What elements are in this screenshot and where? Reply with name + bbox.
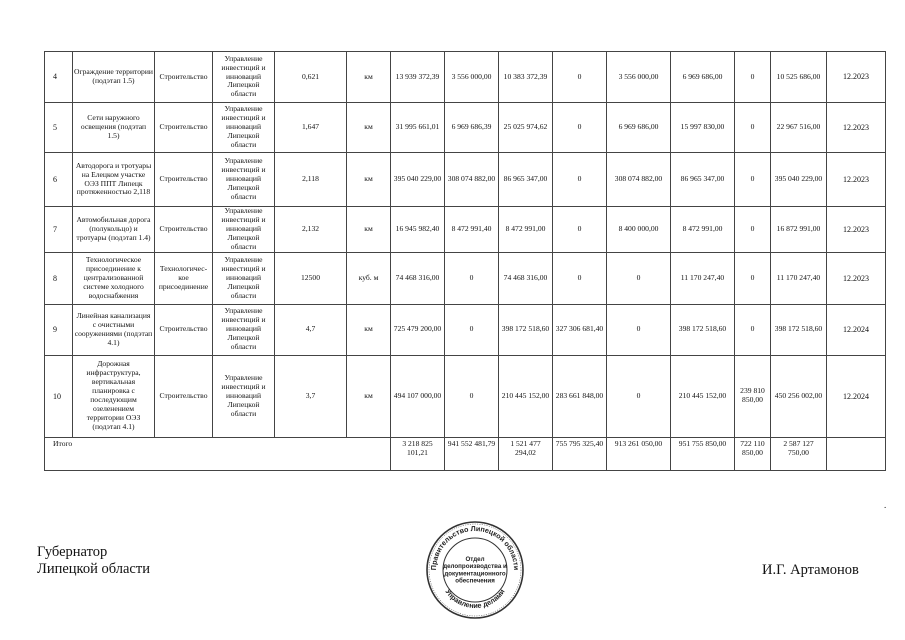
svg-text:Правительство Липецкой области: Правительство Липецкой области [428, 523, 522, 571]
quantity: 1,647 [275, 103, 347, 153]
amount-total: 13 939 372,39 [391, 52, 445, 103]
amount-5: 15 997 830,00 [671, 103, 735, 153]
amount-6: 0 [735, 252, 771, 304]
amount-2: 8 472 991,00 [499, 207, 553, 253]
total-row [45, 437, 886, 470]
signature-title [37, 544, 150, 578]
unit: км [347, 103, 391, 153]
table-row [45, 153, 886, 207]
total-amount-1: 941 552 481,79 [445, 437, 499, 470]
unit: км [347, 52, 391, 103]
amount-2: 25 025 974,62 [499, 103, 553, 153]
amount-1: 0 [445, 304, 499, 355]
object-name: Дорожная инфраструктура, вертикальная планировка с последующим озеленением территории ОЭЗ (подэтап 4.1) [73, 355, 155, 437]
svg-text:обеспечения: обеспечения [455, 577, 495, 585]
amount-5: 398 172 518,60 [671, 304, 735, 355]
amount-3: 0 [553, 52, 607, 103]
amount-1: 3 556 000,00 [445, 52, 499, 103]
total-deadline-empty [827, 437, 886, 470]
deadline: 12.2024 [827, 304, 886, 355]
amount-3: 0 [553, 252, 607, 304]
signature-title-line2: Липецкой области [37, 561, 150, 577]
object-name: Автомобильная дорога (полукольцо) и тротуары (подэтап 1.4) [73, 207, 155, 253]
total-amount-7: 2 587 127 750,00 [771, 437, 827, 470]
table-row [45, 103, 886, 153]
signature-title-line1: Губернатор [37, 544, 108, 560]
table-row [45, 355, 886, 437]
object-name: Автодорога и тротуары на Елецком участке ОЭЗ ППТ Липецк протяженностью 2,118 [73, 153, 155, 207]
amount-2: 10 383 372,39 [499, 52, 553, 103]
amount-3: 327 306 681,40 [553, 304, 607, 355]
row-number: 10 [45, 355, 73, 437]
amount-3: 0 [553, 153, 607, 207]
signature-name: И.Г. Артамонов [762, 562, 859, 578]
total-amount-2: 1 521 477 294,02 [499, 437, 553, 470]
quantity: 4,7 [275, 304, 347, 355]
amount-1: 0 [445, 252, 499, 304]
svg-text:Отдел: Отдел [465, 556, 485, 563]
amount-7: 450 256 002,00 [771, 355, 827, 437]
work-type: Строительство [155, 52, 213, 103]
object-name: Ограждение территории (подэтап 1.5) [73, 52, 155, 103]
amount-total: 725 479 200,00 [391, 304, 445, 355]
total-label: Итого [45, 437, 391, 470]
responsible-org: Управление инвестиций и инноваций Липецкой области [213, 304, 275, 355]
responsible-org: Управление инвестиций и инноваций Липецкой области [213, 252, 275, 304]
table-row [45, 252, 886, 304]
amount-6: 0 [735, 207, 771, 253]
amount-1: 0 [445, 355, 499, 437]
object-name: Сети наружного освещения (подэтап 1.5) [73, 103, 155, 153]
quantity: 3,7 [275, 355, 347, 437]
deadline: 12.2023 [827, 153, 886, 207]
quantity: 2,118 [275, 153, 347, 207]
total-amount-total: 3 218 825 101,21 [391, 437, 445, 470]
work-type: Технологичес-кое присоединение [155, 252, 213, 304]
amount-6: 0 [735, 52, 771, 103]
amount-7: 395 040 229,00 [771, 153, 827, 207]
amount-total: 31 995 661,01 [391, 103, 445, 153]
amount-5: 86 965 347,00 [671, 153, 735, 207]
deadline: 12.2023 [827, 207, 886, 253]
quantity: 12500 [275, 252, 347, 304]
amount-6: 239 810 850,00 [735, 355, 771, 437]
amount-4: 3 556 000,00 [607, 52, 671, 103]
amount-6: 0 [735, 103, 771, 153]
amount-5: 11 170 247,40 [671, 252, 735, 304]
unit: км [347, 207, 391, 253]
amount-3: 0 [553, 207, 607, 253]
amount-3: 0 [553, 103, 607, 153]
amount-total: 74 468 316,00 [391, 252, 445, 304]
amount-5: 210 445 152,00 [671, 355, 735, 437]
row-number: 4 [45, 52, 73, 103]
amount-total: 395 040 229,00 [391, 153, 445, 207]
responsible-org: Управление инвестиций и инноваций Липецкой области [213, 52, 275, 103]
work-type: Строительство [155, 153, 213, 207]
amount-2: 74 468 316,00 [499, 252, 553, 304]
total-amount-3: 755 795 325,40 [553, 437, 607, 470]
table-row [45, 304, 886, 355]
amount-1: 308 074 882,00 [445, 153, 499, 207]
amount-total: 494 107 000,00 [391, 355, 445, 437]
amount-1: 6 969 686,39 [445, 103, 499, 153]
amount-7: 16 872 991,00 [771, 207, 827, 253]
trailing-mark: . [884, 500, 887, 510]
responsible-org: Управление инвестиций и инноваций Липецкой области [213, 207, 275, 253]
deadline: 12.2023 [827, 52, 886, 103]
unit: км [347, 153, 391, 207]
amount-4: 8 400 000,00 [607, 207, 671, 253]
amount-6: 0 [735, 304, 771, 355]
deadline: 12.2023 [827, 103, 886, 153]
amount-total: 16 945 982,40 [391, 207, 445, 253]
work-type: Строительство [155, 103, 213, 153]
unit: куб. м [347, 252, 391, 304]
amount-2: 210 445 152,00 [499, 355, 553, 437]
data-table [44, 51, 886, 471]
row-number: 7 [45, 207, 73, 253]
deadline: 12.2023 [827, 252, 886, 304]
amount-5: 8 472 991,00 [671, 207, 735, 253]
work-type: Строительство [155, 304, 213, 355]
amount-7: 398 172 518,60 [771, 304, 827, 355]
svg-text:делопроизводства и: делопроизводства и [443, 563, 507, 571]
quantity: 2,132 [275, 207, 347, 253]
total-amount-4: 913 261 050,00 [607, 437, 671, 470]
amount-4: 6 969 686,00 [607, 103, 671, 153]
row-number: 9 [45, 304, 73, 355]
responsible-org: Управление инвестиций и инноваций Липецкой области [213, 103, 275, 153]
svg-text:Управление делами: Управление делами [443, 587, 507, 611]
table-row [45, 52, 886, 103]
object-name: Линейная канализация с очистными сооружениями (подэтап 4.1) [73, 304, 155, 355]
deadline: 12.2024 [827, 355, 886, 437]
amount-4: 0 [607, 355, 671, 437]
table-row [45, 207, 886, 253]
unit: км [347, 304, 391, 355]
quantity: 0,621 [275, 52, 347, 103]
official-seal [425, 520, 525, 620]
amount-5: 6 969 686,00 [671, 52, 735, 103]
amount-7: 22 967 516,00 [771, 103, 827, 153]
amount-2: 398 172 518,60 [499, 304, 553, 355]
row-number: 5 [45, 103, 73, 153]
amount-4: 0 [607, 252, 671, 304]
amount-2: 86 965 347,00 [499, 153, 553, 207]
responsible-org: Управление инвестиций и инноваций Липецкой области [213, 153, 275, 207]
total-amount-5: 951 755 850,00 [671, 437, 735, 470]
row-number: 8 [45, 252, 73, 304]
amount-3: 283 661 848,00 [553, 355, 607, 437]
amount-4: 0 [607, 304, 671, 355]
amount-7: 10 525 686,00 [771, 52, 827, 103]
amount-7: 11 170 247,40 [771, 252, 827, 304]
unit: км [347, 355, 391, 437]
object-name: Технологическое присоединение к централизованной системе холодного водоснабжения [73, 252, 155, 304]
total-amount-6: 722 110 850,00 [735, 437, 771, 470]
amount-1: 8 472 991,40 [445, 207, 499, 253]
svg-text:документационного: документационного [444, 570, 506, 578]
work-type: Строительство [155, 355, 213, 437]
amount-4: 308 074 882,00 [607, 153, 671, 207]
responsible-org: Управление инвестиций и инноваций Липецкой области [213, 355, 275, 437]
row-number: 6 [45, 153, 73, 207]
work-type: Строительство [155, 207, 213, 253]
amount-6: 0 [735, 153, 771, 207]
